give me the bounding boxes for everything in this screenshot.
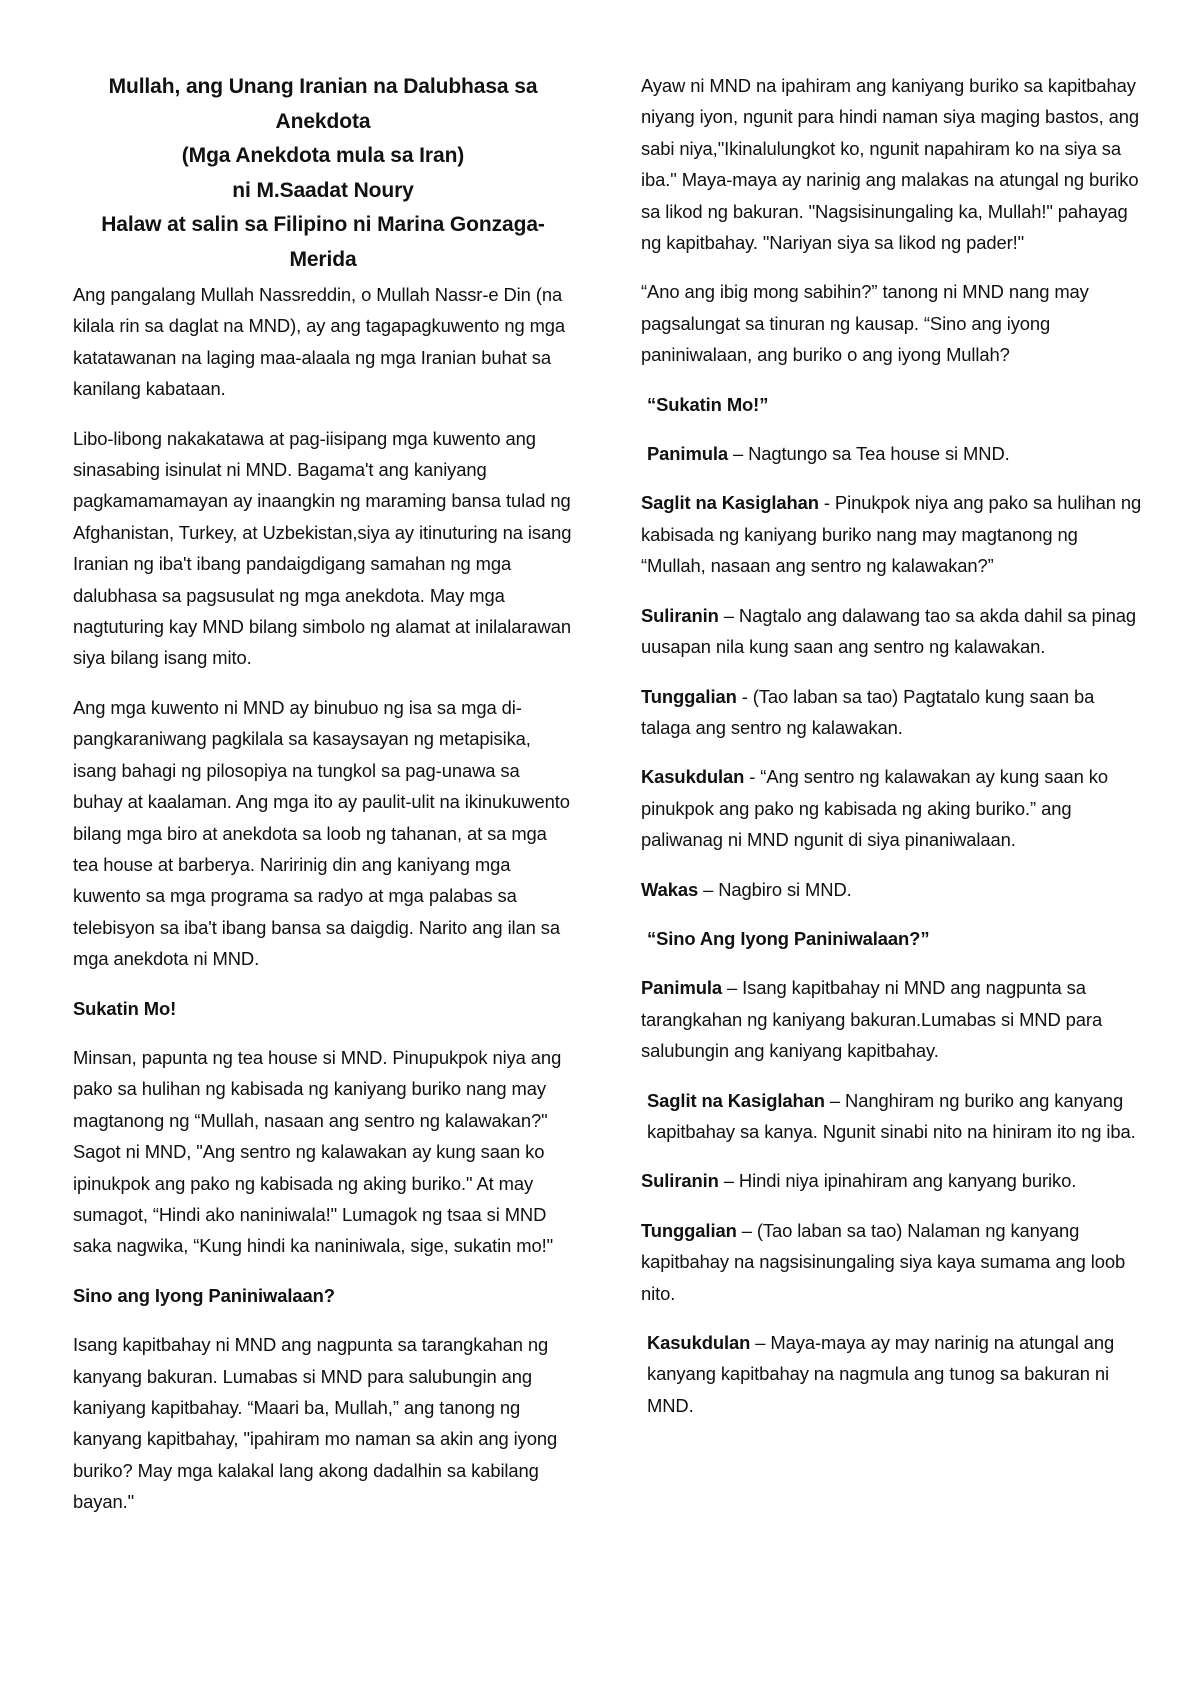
- intro-paragraph-2: Libo-libong nakakatawa at pag-iisipang mga kuwento ang sinasabing isinulat ni MND. Bagama't ang kaniyang pagkamamamayan ay inaangkin ng maraming bansa tulad ng Afghanistan, Turkey, at Uzbekistan,siya ay itinuturing na isang Iranian ng iba't ibang pandaigdigang samahan ng mga dalubhasa sa pagsusulat ng mga anekdota. May mga nagtuturing kay MND bilang simbolo ng alamat at inilalarawan siya bilang isang mito.: [73, 427, 572, 669]
- story-2-continuation-1: Ayaw ni MND na ipahiram ang kaniyang buriko sa kapitbahay niyang iyon, ngunit para hindi naman siya maging bastos, ang sabi niya,"Ikinalulungkot ko, ngunit napahiram ko na siya sa iba." Maya-maya ay narinig ang malakas na atungal ng buriko sa likod ng bakuran. "Nagsisinungaling ka, Mullah!" pahayag ng kapitbahay. "Nariyan siya sa likod ng pader!": [641, 75, 1140, 254]
- title-author: ni M.Saadat Noury: [232, 178, 414, 202]
- story-1-title: Sukatin Mo!: [73, 997, 177, 1019]
- analysis-1-saglit: [641, 487, 1143, 581]
- title-translator: Halaw at salin sa Filipino ni Marina Gonzaga-: [101, 213, 545, 236]
- text-kasukdulan: – Maya-maya ay may narinig na atungal ang kanyang kapitbahay na nagmula ang tunog sa bakuran ni MND.: [647, 1332, 1115, 1416]
- intro-paragraph-1: Ang pangalang Mullah Nassreddin, o Mullah Nassr-e Din (na kilala rin sa daglat na MND), ay ang tagapagkuwento ng mga katatawanan na laging maa-alaala ng mga Iranian buhat sa kanilang kabataan.: [73, 284, 566, 400]
- analysis-1-suliranin: [641, 600, 1143, 663]
- label-saglit-na-kasiglahan: Saglit na Kasiglahan: [647, 1089, 825, 1111]
- document-title: [73, 70, 573, 277]
- label-panimula: Panimula: [647, 443, 728, 465]
- title-line-1: Mullah, ang Unang Iranian na Dalubhasa sa: [108, 75, 538, 98]
- analysis-2-kasukdulan: [641, 1327, 1143, 1421]
- text-kasukdulan: - “Ang sentro ng kalawakan ay kung saan ko pinukpok ang pako ng kabisada ng aking buriko.” ang paliwanag ni MND ngunit di siya pinaniwalaan.: [641, 766, 1108, 851]
- analysis-2-saglit: [641, 1085, 1143, 1148]
- label-tunggalian: Tunggalian: [641, 1219, 737, 1241]
- analysis-1-panimula: [641, 438, 1143, 469]
- right-column: [641, 70, 1143, 1439]
- analysis-2-title: “Sino Ang Iyong Paniniwalaan?”: [647, 927, 930, 949]
- story-2-title: Sino ang Iyong Paniniwalaan?: [73, 1284, 335, 1306]
- label-kasukdulan: Kasukdulan: [641, 766, 745, 788]
- label-suliranin: Suliranin: [641, 1170, 719, 1192]
- analysis-1-tunggalian: [641, 681, 1143, 744]
- text-saglit-na-kasiglahan: – Nanghiram ng buriko ang kanyang kapitbahay sa kanya. Ngunit sinabi nito na hiniram ito ng iba.: [647, 1089, 1136, 1142]
- analysis-2-panimula: [641, 972, 1143, 1066]
- label-panimula: Panimula: [641, 977, 722, 999]
- label-wakas: Wakas: [641, 878, 699, 900]
- left-column: [73, 70, 573, 1536]
- text-wakas: – Nagbiro si MND.: [698, 878, 852, 900]
- intro-paragraph-3: Ang mga kuwento ni MND ay binubuo ng isa sa mga di-pangkaraniwang pagkilala sa kasaysayan ng metapisika, isang bahagi ng pilosopiya na tungkol sa pag-unawa sa buhay at kaalaman. Ang mga ito ay paulit-ulit na ikinukuwento bilang mga biro at anekdota sa loob ng tahanan, at sa mga tea house at barberya. Naririnig din ang kaniyang mga kuwento sa mga programa sa radyo at mga palabas sa telebisyon sa iba't ibang bansa sa daigdig. Narito ang ilan sa mga anekdota ni MND.: [73, 696, 570, 970]
- text-panimula: – Nagtungo sa Tea house si MND.: [727, 443, 1010, 465]
- analysis-1-wakas: [641, 874, 1143, 905]
- title-line-2: Anekdota: [275, 109, 371, 133]
- title-line-3: (Mga Anekdota mula sa Iran): [181, 144, 465, 167]
- story-2-body: Isang kapitbahay ni MND ang nagpunta sa tarangkahan ng kanyang bakuran. Lumabas si MND para salubungin ang kaniyang kapitbahay. “Maari ba, Mullah,” ang tanong ng kanyang kapitbahay, "ipahiram mo naman sa akin ang iyong buriko? May mga kalakal lang akong dadalhin sa kabilang bayan.": [73, 1334, 558, 1513]
- text-saglit-na-kasiglahan: - Pinukpok niya ang pako sa hulihan ng kabisada ng kaniyang buriko nang may magtanong ng “Mullah, nasaan ang sentro ng kalawakan?”: [641, 492, 1142, 577]
- story-2-continuation-2: “Ano ang ibig mong sabihin?” tanong ni MND nang may pagsalungat sa tinuran ng kausap. “Sino ang iyong paniniwalaan, ang buriko o ang iyong Mullah?: [641, 281, 1089, 366]
- title-translator-cont: Merida: [289, 247, 357, 271]
- label-kasukdulan: Kasukdulan: [647, 1332, 751, 1353]
- analysis-1-kasukdulan: [641, 761, 1143, 855]
- label-suliranin: Suliranin: [641, 604, 719, 626]
- text-suliranin: – Nagtalo ang dalawang tao sa akda dahil sa pinag uusapan nila kung saan ang sentro ng kalawakan.: [641, 604, 1137, 658]
- text-panimula: – Isang kapitbahay ni MND ang nagpunta sa tarangkahan ng kaniyang bakuran.Lumabas si MND para salubungin ang kaniyang kapitbahay.: [641, 977, 1103, 1062]
- analysis-2-tunggalian: [641, 1215, 1143, 1309]
- analysis-2-suliranin: [641, 1165, 1143, 1196]
- story-1-body: Minsan, papunta ng tea house si MND. Pinupukpok niya ang pako sa hulihan ng kabisada ng kaniyang buriko nang may magtanong ng “Mullah, nasaan ang sentro ng kalawakan?" Sagot ni MND, "Ang sentro ng kalawakan ay kung saan ko ipinukpok ang pako ng kabisada ng aking buriko." At may sumagot, “Hindi ako naniniwala!" Lumagok ng tsaa si MND saka nagwika, “Kung hindi ka naniniwala, sige, sukatin mo!": [73, 1046, 562, 1257]
- text-suliranin: – Hindi niya ipinahiram ang kanyang buriko.: [718, 1170, 1077, 1192]
- label-saglit-na-kasiglahan: Saglit na Kasiglahan: [641, 492, 819, 514]
- analysis-1-title: “Sukatin Mo!”: [647, 393, 769, 415]
- text-tunggalian: – (Tao laban sa tao) Nalaman ng kanyang kapitbahay na nagsisinungaling siya kaya sumama ang loob nito.: [641, 1219, 1126, 1304]
- text-tunggalian: - (Tao laban sa tao) Pagtatalo kung saan ba talaga ang sentro ng kalawakan.: [641, 685, 1095, 738]
- label-tunggalian: Tunggalian: [641, 685, 737, 707]
